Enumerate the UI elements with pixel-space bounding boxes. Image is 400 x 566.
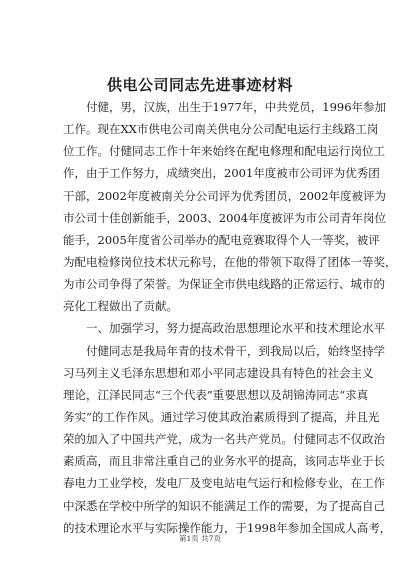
paragraph-line: 付健同志是我局年青的技术骨干，到我局以后，始终坚持学 bbox=[86, 343, 385, 358]
paragraph-line: 工作。现在XX市供电公司南关供电分公司配电运行主线路工岗 bbox=[63, 122, 379, 137]
paragraph-line: 中深悉在学校中所学的知识不能满足工作的需要，为了提高自己 bbox=[63, 498, 385, 513]
paragraph-line: 市公司十佳创新能手，2003、2004年度被评为市公司青年岗位 bbox=[63, 210, 387, 225]
paragraph-line: 干部，2002年度被南关分公司评为优秀团员，2002年度被评为 bbox=[63, 188, 387, 203]
section-heading: 一、加强学习，努力提高政治思想理论水平和技术理论水平 bbox=[86, 321, 385, 336]
paragraph-line: 荣的加入了中国共产党，成为一名共产党员。付健同志不仅政治 bbox=[63, 432, 385, 447]
paragraph-line: 为市公司争得了荣誉。为保证全市供电线路的正常运行、城市的 bbox=[63, 277, 385, 292]
paragraph-line: 的技术理论水平与实际操作能力，于1998年参加全国成人高考， bbox=[63, 520, 392, 535]
paragraph-line: 理论，江泽民同志“三个代表”重要思想以及胡锦涛同志“求真 bbox=[63, 387, 369, 402]
paragraph-line: 付健，男，汉族，出生于1977年，中共党员，1996年参加 bbox=[86, 100, 387, 114]
paragraph-line: 位工作。付健同志工作十年来始终在配电修理和配电运行岗位工 bbox=[63, 144, 385, 159]
paragraph-line: 春电力工业学校，发电厂及变电站电气运行和检修专业，在工作 bbox=[63, 476, 385, 491]
paragraph-line: 亮化工程做出了贡献。 bbox=[63, 299, 178, 314]
paragraph-line: 为配电检修岗位技术状元称号，在他的带领下取得了团体一等奖， bbox=[63, 254, 397, 269]
paragraph-line: 习马列主义毛泽东思想和邓小平同志建设具有特色的社会主义 bbox=[63, 365, 374, 380]
page-footer: 第1页 共7页 bbox=[179, 534, 221, 543]
document-body bbox=[63, 96, 397, 539]
paragraph-line: 作，由于工作努力，成绩突出，2001年度被市公司评为优秀团 bbox=[63, 166, 380, 181]
paragraph-line: 素质高，而且非常注重自己的业务水平的提高，该同志毕业于长 bbox=[63, 454, 385, 469]
paragraph-line: 务实”的工作作风。通过学习使其政治素质得到了提高，并且光 bbox=[63, 409, 380, 424]
document-title: 供电公司同志先进事迹材料 bbox=[106, 76, 293, 94]
paragraph-line: 能手，2005年度省公司举办的配电竞赛取得个人一等奖，被评 bbox=[63, 232, 380, 247]
